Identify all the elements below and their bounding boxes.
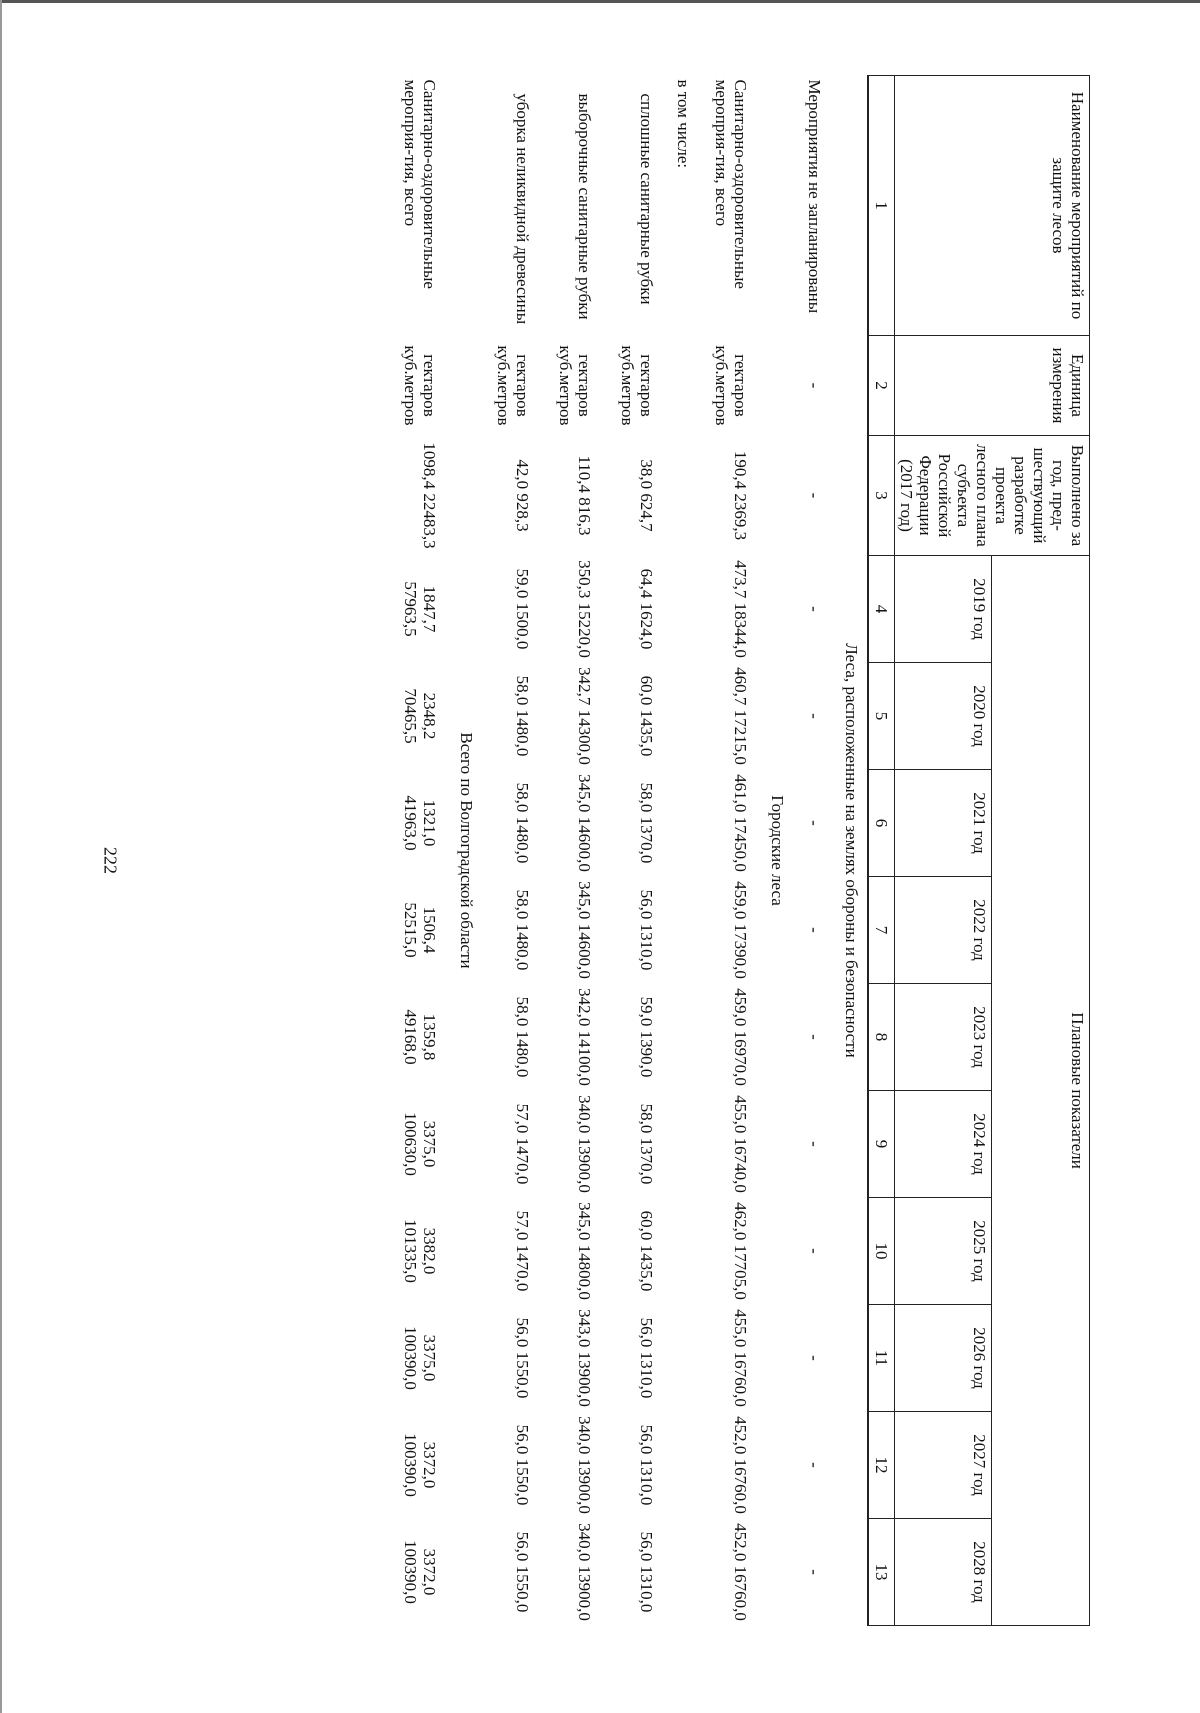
header-year: 2026 год [894, 1305, 992, 1412]
table-row [668, 76, 699, 1626]
row-value: 58,0 1480,0 [513, 782, 533, 864]
row-value: 345,0 14600,0 [575, 881, 595, 979]
row-value: 459,0 17390,0 [730, 881, 750, 979]
row-value: 64,4 1624,0 [637, 568, 657, 650]
row-name: Мероприятия не запланированы [804, 79, 824, 314]
column-number: 10 [868, 1198, 895, 1305]
table-row [389, 76, 451, 1626]
header-completed: Выполнено за год, пред-шествующий разработке проекта лесного плана субъекта Российской Федерации (2017 год) [894, 436, 1089, 556]
row-value: 342,0 14100,0 [575, 988, 595, 1086]
row-unit: гектаров куб.метров [556, 345, 595, 426]
row-value: 56,0 1310,0 [637, 1317, 657, 1399]
row-unit: гектаров куб.метров [494, 345, 533, 426]
row-value: 459,0 16970,0 [730, 988, 750, 1086]
row-value: 345,0 14600,0 [575, 774, 595, 872]
column-number: 6 [868, 770, 895, 877]
row-value: 58,0 1370,0 [637, 782, 657, 864]
row-value: - [804, 1248, 824, 1254]
row-value: - [804, 492, 824, 499]
row-value: - [804, 1569, 824, 1575]
row-value: - [804, 713, 824, 719]
row-value: 59,0 1390,0 [637, 996, 657, 1078]
row-value: 462,0 17705,0 [730, 1202, 750, 1300]
row-value: - [804, 1355, 824, 1361]
row-value: 56,0 1310,0 [637, 1531, 657, 1613]
row-value: 343,0 13900,0 [575, 1309, 595, 1407]
row-value: 340,0 13900,0 [575, 1095, 595, 1193]
table-row [793, 76, 836, 1626]
header-year: 2025 год [894, 1198, 992, 1305]
table-row [482, 76, 544, 1626]
row-value: 350,3 15220,0 [575, 560, 595, 658]
row-note: в том числе: [674, 79, 694, 169]
row-value: 58,0 1370,0 [637, 1103, 657, 1185]
row-value: 56,0 1310,0 [637, 1424, 657, 1506]
row-value: 56,0 1550,0 [513, 1531, 533, 1613]
row-value: 3382,0 101335,0 [401, 1219, 440, 1283]
row-unit: гектаров куб.метров [711, 345, 750, 426]
row-value: 42,0 928,3 [513, 459, 533, 532]
row-value: 345,0 14800,0 [575, 1202, 595, 1300]
header-name: Наименование мероприятий по защите лесов [894, 76, 1089, 336]
row-value: 60,0 1435,0 [637, 675, 657, 757]
section-title: Городские леса [767, 795, 787, 906]
row-value: 340,0 13900,0 [575, 1523, 595, 1621]
header-year: 2024 год [894, 1091, 992, 1198]
row-value: 110,4 816,3 [575, 455, 595, 536]
row-value: 455,0 16760,0 [730, 1309, 750, 1407]
row-name: Санитарно-оздоровительные мероприя-тия, всего [711, 79, 750, 289]
row-value: 461,0 17450,0 [730, 774, 750, 872]
row-value: 1321,0 41963,0 [401, 795, 440, 851]
row-value: 60,0 1435,0 [637, 1210, 657, 1292]
header-year: 2027 год [894, 1412, 992, 1519]
row-value: 57,0 1470,0 [513, 1103, 533, 1185]
column-number: 7 [868, 877, 895, 984]
column-number: 1 [868, 76, 895, 336]
row-value: 56,0 1550,0 [513, 1424, 533, 1506]
row-value: 340,0 13900,0 [575, 1416, 595, 1514]
table-row [700, 76, 762, 1626]
column-number: 5 [868, 663, 895, 770]
row-value: - [804, 820, 824, 826]
row-value: 1847,7 57963,5 [401, 581, 440, 637]
column-number: 12 [868, 1412, 895, 1519]
column-number: 8 [868, 984, 895, 1091]
row-name: сплошные санитарные рубки [637, 93, 657, 305]
row-value: 58,0 1480,0 [513, 889, 533, 971]
header-year: 2020 год [894, 663, 992, 770]
column-number-row [868, 76, 895, 1626]
row-name: уборка неликвидной древесины [513, 93, 533, 325]
row-value: 57,0 1470,0 [513, 1210, 533, 1292]
section-row [451, 76, 482, 1626]
section-row [836, 76, 868, 1626]
table-row [544, 76, 606, 1626]
column-number: 9 [868, 1091, 895, 1198]
row-value: 1359,8 49168,0 [401, 1009, 440, 1065]
section-title: Леса, расположенные на землях обороны и безопасности [841, 643, 861, 1058]
header-year: 2022 год [894, 877, 992, 984]
row-value: - [804, 1462, 824, 1468]
row-value: 58,0 1480,0 [513, 996, 533, 1078]
column-number: 2 [868, 336, 895, 436]
row-value: 3372,0 100390,0 [401, 1433, 440, 1497]
header-year: 2023 год [894, 984, 992, 1091]
row-value: 59,0 1500,0 [513, 568, 533, 650]
scan-edge [0, 0, 1200, 3]
header-year: 2028 год [894, 1519, 992, 1626]
row-unit: - [804, 382, 824, 389]
column-number: 3 [868, 436, 895, 556]
header-year: 2021 год [894, 770, 992, 877]
row-value: 58,0 1480,0 [513, 675, 533, 757]
table-row [606, 76, 668, 1626]
scan-edge [0, 0, 2, 1713]
row-value: 38,0 624,7 [637, 459, 657, 532]
row-value: 1098,4 22483,3 [420, 442, 440, 549]
row-value: 3375,0 100390,0 [401, 1326, 440, 1390]
row-value: 455,0 16740,0 [730, 1095, 750, 1193]
header-unit: Единица измерения [894, 336, 1089, 436]
row-value: 452,0 16760,0 [730, 1416, 750, 1514]
row-value: 460,7 17215,0 [730, 667, 750, 765]
row-value: 2348,2 70465,5 [401, 688, 440, 744]
row-name: выборочные санитарные рубки [575, 93, 595, 320]
row-value: - [804, 927, 824, 933]
row-value: 190,4 2369,3 [730, 450, 750, 541]
page-number: 222 [100, 847, 121, 874]
row-value: 473,7 18344,0 [730, 560, 750, 658]
table-body [389, 76, 867, 1626]
row-value: 56,0 1550,0 [513, 1317, 533, 1399]
row-unit: гектаров куб.метров [401, 345, 440, 426]
header-planned: Плановые показатели [992, 556, 1090, 1626]
rotated-page-content [140, 75, 1090, 1625]
header-year: 2019 год [894, 556, 992, 663]
row-value: - [804, 1141, 824, 1147]
row-value: - [804, 606, 824, 612]
row-value: 1506,4 52515,0 [401, 902, 440, 958]
row-value: 56,0 1310,0 [637, 889, 657, 971]
row-value: 3375,0 100630,0 [401, 1112, 440, 1176]
section-title: Всего по Волгоградской области [457, 732, 477, 969]
row-unit: гектаров куб.метров [618, 345, 657, 426]
row-name: Санитарно-оздоровительные мероприя-тия, всего [401, 79, 440, 289]
row-value: 3372,0 100390,0 [401, 1540, 440, 1604]
row-value: 452,0 16760,0 [730, 1523, 750, 1621]
row-value: - [804, 1034, 824, 1040]
column-number: 13 [868, 1519, 895, 1626]
section-row [762, 76, 793, 1626]
row-value: 342,7 14300,0 [575, 667, 595, 765]
column-number: 11 [868, 1305, 895, 1412]
column-number: 4 [868, 556, 895, 663]
forest-protection-table [389, 75, 1090, 1626]
